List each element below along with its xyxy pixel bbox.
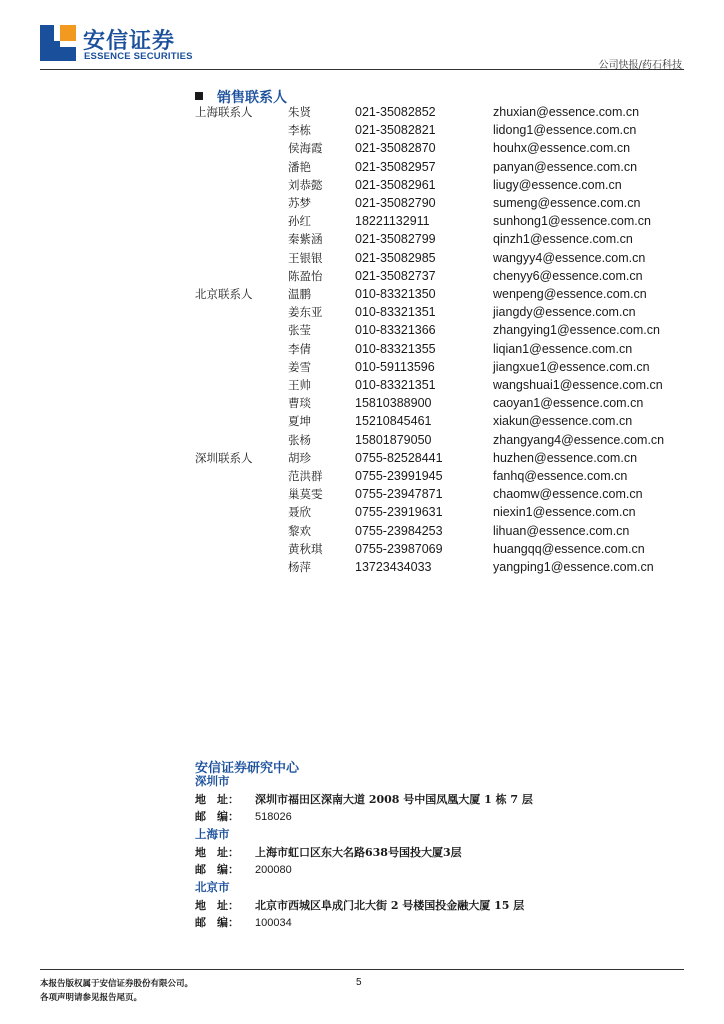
contact-phone: 0755-23991945 xyxy=(355,469,443,483)
contact-name: 黄秋琪 xyxy=(288,541,323,556)
contact-row xyxy=(195,432,675,450)
contact-email[interactable]: houhx@essence.com.cn xyxy=(493,141,631,156)
header-divider xyxy=(40,69,684,70)
contact-row xyxy=(195,104,675,122)
contact-name: 张莹 xyxy=(288,323,311,338)
contact-email[interactable]: sumeng@essence.com.cn xyxy=(493,196,641,210)
contact-row xyxy=(195,140,675,158)
contact-phone: 15801879050 xyxy=(355,432,432,447)
contact-row xyxy=(195,377,675,395)
contact-email[interactable]: chaomw@essence.com.cn xyxy=(493,487,643,502)
contact-name: 夏坤 xyxy=(288,414,311,429)
contact-row xyxy=(195,341,675,359)
office-zip xyxy=(195,861,292,877)
contact-name: 秦紫涵 xyxy=(288,232,323,247)
contact-name: 朱贤 xyxy=(288,105,311,119)
contact-email[interactable]: lidong1@essence.com.cn xyxy=(493,123,637,138)
contact-email[interactable]: zhangyang4@essence.com.cn xyxy=(493,432,665,447)
contact-row xyxy=(195,523,675,541)
contact-phone: 010-83321350 xyxy=(355,287,436,301)
contact-phone: 0755-23987069 xyxy=(355,541,443,556)
contact-name: 范洪群 xyxy=(288,469,323,483)
contact-name: 张杨 xyxy=(288,432,311,447)
contact-row xyxy=(195,450,675,468)
sales-title-text: 销售联系人 xyxy=(217,90,287,106)
contact-email[interactable]: wangshuai1@essence.com.cn xyxy=(493,378,663,392)
office-city: 深圳市 xyxy=(195,774,230,788)
contact-name: 胡珍 xyxy=(288,450,311,465)
contact-email[interactable]: lihuan@essence.com.cn xyxy=(493,523,630,538)
contact-email[interactable]: qinzh1@essence.com.cn xyxy=(493,232,633,247)
research-center-title: 安信证券研究中心 xyxy=(195,761,300,776)
zip-label: 邮 编： xyxy=(195,810,239,823)
disclaimer-notice: 各项声明请参见报告尾页。 xyxy=(40,993,143,1003)
contact-row xyxy=(195,122,675,140)
contact-email[interactable]: niexin1@essence.com.cn xyxy=(493,505,636,520)
office-city: 北京市 xyxy=(195,880,230,894)
contact-name: 孙红 xyxy=(288,214,311,229)
contact-region: 深圳联系人 xyxy=(195,450,253,465)
contact-name: 曹琰 xyxy=(288,396,311,411)
contact-email[interactable]: jiangdy@essence.com.cn xyxy=(493,305,636,320)
office-zip xyxy=(195,808,292,824)
contact-name: 温鹏 xyxy=(288,287,311,301)
office-address xyxy=(195,844,462,860)
contact-phone: 021-35082737 xyxy=(355,268,436,283)
contact-phone: 0755-23947871 xyxy=(355,487,443,502)
contact-phone: 0755-82528441 xyxy=(355,450,443,465)
office-address xyxy=(195,897,524,913)
contact-row xyxy=(195,304,675,322)
contact-name: 聂欣 xyxy=(288,505,311,520)
page-number: 5 xyxy=(356,977,362,988)
contact-region: 北京联系人 xyxy=(195,287,253,301)
address-value: 深圳市福田区深南大道 2008 号中国凤凰大厦 1 栋 7 层 xyxy=(255,793,533,806)
contact-phone: 010-83321355 xyxy=(355,341,436,356)
contact-row xyxy=(195,159,675,177)
contact-email[interactable]: xiakun@essence.com.cn xyxy=(493,414,633,429)
contact-name: 侯海霞 xyxy=(288,141,323,156)
contact-phone: 021-35082799 xyxy=(355,232,436,247)
contact-name: 王帅 xyxy=(288,378,311,392)
contact-name: 巢莫雯 xyxy=(288,487,323,502)
contact-email[interactable]: huzhen@essence.com.cn xyxy=(493,450,638,465)
contact-email[interactable]: liugy@essence.com.cn xyxy=(493,177,622,192)
footer-divider xyxy=(40,969,684,970)
contact-phone: 15210845461 xyxy=(355,414,432,429)
address-label: 地 址： xyxy=(195,793,239,806)
contact-phone: 15810388900 xyxy=(355,396,432,411)
contact-row xyxy=(195,195,675,213)
contact-row xyxy=(195,413,675,431)
contact-row xyxy=(195,468,675,486)
contact-phone: 010-59113596 xyxy=(355,359,435,374)
contact-email[interactable]: wangyy4@essence.com.cn xyxy=(493,250,646,265)
address-value: 上海市虹口区东大名路638号国投大厦3层 xyxy=(255,846,462,859)
zip-label: 邮 编： xyxy=(195,863,239,876)
office-address xyxy=(195,791,533,807)
brand-name-en: ESSENCE SECURITIES xyxy=(84,51,193,62)
copyright-notice: 本报告版权属于安信证券股份有限公司。 xyxy=(40,979,194,989)
contact-row xyxy=(195,268,675,286)
report-type: 公司快报/药石科技 xyxy=(598,60,682,71)
page-header xyxy=(0,0,724,72)
contact-phone: 021-35082790 xyxy=(355,196,436,210)
zip-value: 518026 xyxy=(255,811,292,823)
address-label: 地 址： xyxy=(195,899,239,912)
contact-email[interactable]: jiangxue1@essence.com.cn xyxy=(493,359,650,374)
contact-name: 潘艳 xyxy=(288,159,311,174)
brand-name-cn: 安信证券 xyxy=(83,29,176,54)
contact-email[interactable]: sunhong1@essence.com.cn xyxy=(493,214,651,229)
contact-name: 李栋 xyxy=(288,123,311,138)
contact-phone: 021-35082961 xyxy=(355,177,436,192)
contact-name: 王银银 xyxy=(288,250,323,265)
office-zip xyxy=(195,914,292,930)
contact-name: 李倩 xyxy=(288,341,311,356)
contact-phone: 0755-23984253 xyxy=(355,523,443,538)
contact-row xyxy=(195,213,675,231)
contact-name: 姜东亚 xyxy=(288,305,323,320)
contact-phone: 021-35082985 xyxy=(355,250,436,265)
contact-name: 杨萍 xyxy=(288,560,311,574)
contact-row xyxy=(195,541,675,559)
contact-email[interactable]: chenyy6@essence.com.cn xyxy=(493,268,643,283)
contact-row xyxy=(195,486,675,504)
contact-region: 上海联系人 xyxy=(195,105,253,119)
contact-name: 陈盈怡 xyxy=(288,268,323,283)
address-value: 北京市西城区阜成门北大街 2 号楼国投金融大厦 15 层 xyxy=(255,899,525,912)
contact-email[interactable]: huangqq@essence.com.cn xyxy=(493,541,645,556)
contact-phone: 021-35082870 xyxy=(355,141,436,156)
contact-phone: 0755-23919631 xyxy=(355,505,443,520)
contact-row xyxy=(195,286,675,304)
contact-email[interactable]: yangping1@essence.com.cn xyxy=(493,560,654,574)
contact-phone: 021-35082821 xyxy=(355,123,436,138)
contact-email[interactable]: fanhq@essence.com.cn xyxy=(493,469,628,483)
zip-value: 100034 xyxy=(255,917,292,929)
contact-phone: 010-83321351 xyxy=(355,305,436,320)
contact-phone: 13723434033 xyxy=(355,560,432,574)
contact-email[interactable]: panyan@essence.com.cn xyxy=(493,159,638,174)
contact-email[interactable]: wenpeng@essence.com.cn xyxy=(493,287,647,301)
address-label: 地 址： xyxy=(195,846,239,859)
zip-label: 邮 编： xyxy=(195,916,239,929)
contact-email[interactable]: caoyan1@essence.com.cn xyxy=(493,396,644,411)
contact-phone: 021-35082852 xyxy=(355,105,436,119)
contact-row xyxy=(195,359,675,377)
zip-value: 200080 xyxy=(255,864,292,876)
contact-phone: 010-83321351 xyxy=(355,378,436,392)
contact-row xyxy=(195,559,675,577)
contact-row xyxy=(195,395,675,413)
contact-name: 黎欢 xyxy=(288,523,311,538)
contact-row xyxy=(195,322,675,340)
contact-row xyxy=(195,177,675,195)
contact-name: 苏梦 xyxy=(288,196,311,210)
contact-row xyxy=(195,504,675,522)
contact-email[interactable]: zhuxian@essence.com.cn xyxy=(493,105,640,119)
essence-logo-icon xyxy=(40,25,76,61)
square-bullet-icon xyxy=(195,92,203,100)
contact-email[interactable]: liqian1@essence.com.cn xyxy=(493,341,633,356)
contact-row xyxy=(195,250,675,268)
office-city: 上海市 xyxy=(195,827,230,841)
contact-email[interactable]: zhangying1@essence.com.cn xyxy=(493,323,660,338)
contact-name: 刘恭懿 xyxy=(288,177,323,192)
contact-phone: 021-35082957 xyxy=(355,159,436,174)
contact-row xyxy=(195,231,675,249)
contact-phone: 18221132911 xyxy=(355,214,430,229)
contact-phone: 010-83321366 xyxy=(355,323,436,338)
contact-name: 姜雪 xyxy=(288,359,311,374)
